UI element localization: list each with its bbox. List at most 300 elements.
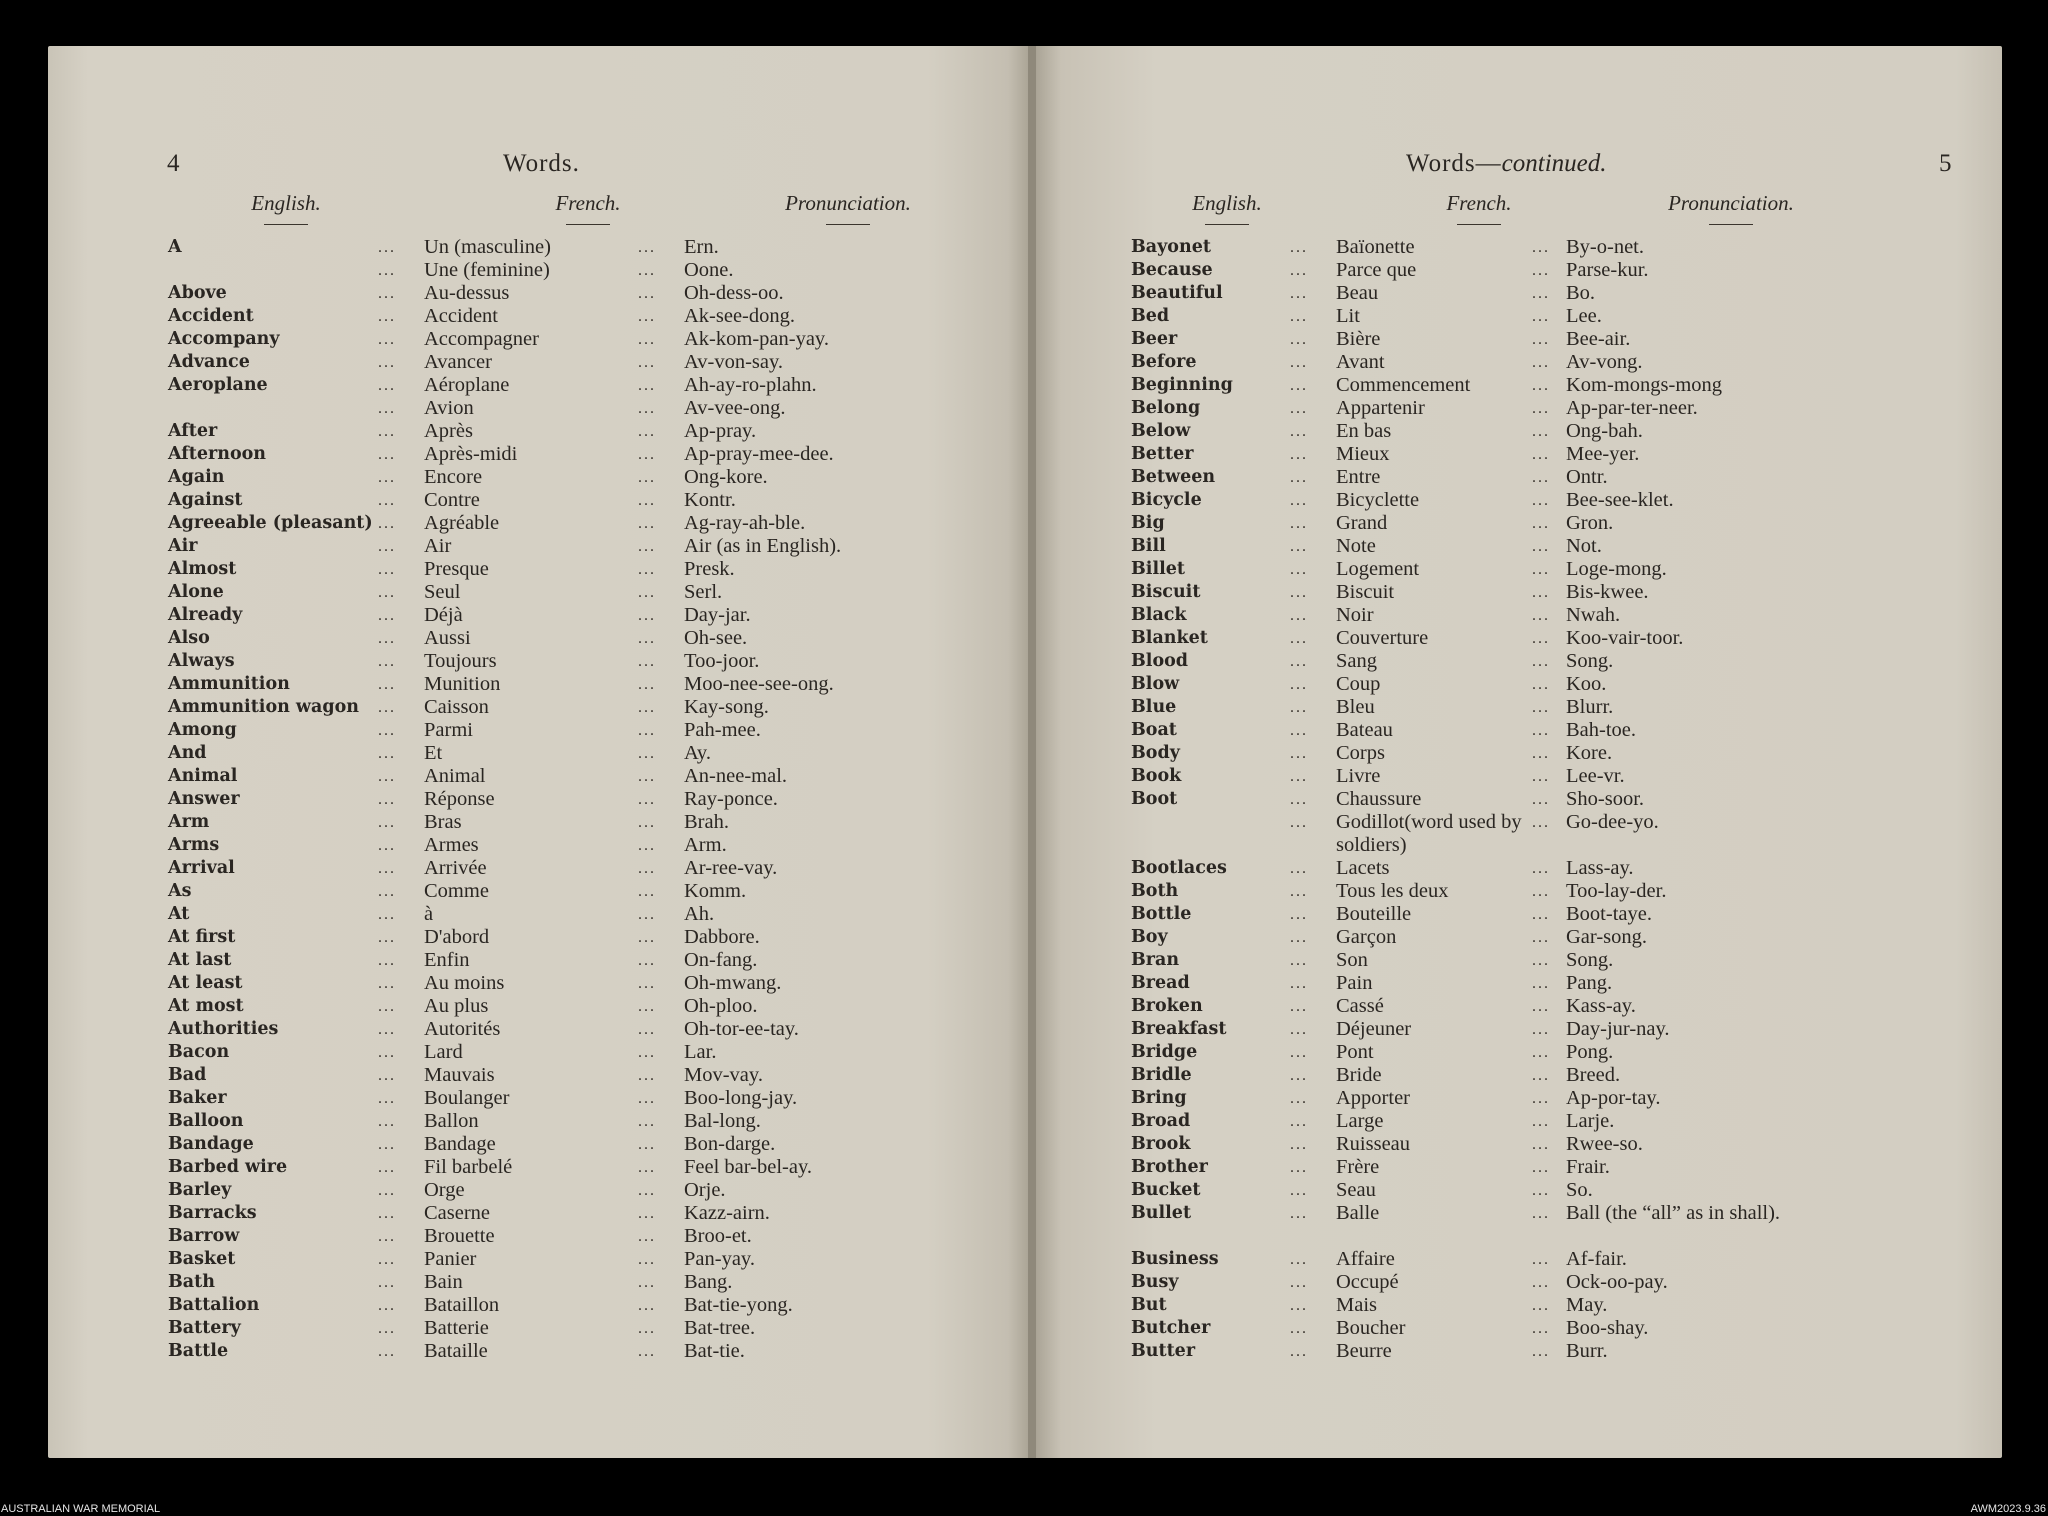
english-word: Bran xyxy=(1131,950,1180,970)
french-word: Seau xyxy=(1336,1179,1376,1201)
leader-dots: ... xyxy=(638,791,656,808)
leader-dots: ... xyxy=(638,676,656,693)
english-word: Also xyxy=(168,628,210,648)
vocabulary-row xyxy=(48,627,1031,650)
french-word: Lit xyxy=(1336,305,1360,327)
leader-dots: ... xyxy=(1290,1343,1308,1360)
french-word: Munition xyxy=(424,673,501,695)
pronunciation: Bee-air. xyxy=(1566,328,1631,350)
pronunciation: Kore. xyxy=(1566,742,1613,764)
leader-dots: ... xyxy=(638,515,656,532)
pronunciation: Kontr. xyxy=(684,489,736,511)
page-title-main: Words— xyxy=(1406,150,1502,177)
pronunciation: Larje. xyxy=(1566,1110,1615,1132)
leader-dots: ... xyxy=(378,561,396,578)
leader-dots: ... xyxy=(1532,1159,1550,1176)
pronunciation: Too-lay-der. xyxy=(1566,880,1667,902)
english-word: Blue xyxy=(1131,697,1177,717)
french-word: Comme xyxy=(424,880,489,902)
french-word: Occupé xyxy=(1336,1271,1399,1293)
french-word: Aéroplane xyxy=(424,374,510,396)
leader-dots: ... xyxy=(638,538,656,555)
pronunciation: Rwee-so. xyxy=(1566,1133,1643,1155)
leader-dots: ... xyxy=(1290,1113,1308,1130)
pronunciation: Ray-ponce. xyxy=(684,788,778,810)
leader-dots: ... xyxy=(378,929,396,946)
french-word: Bière xyxy=(1336,328,1381,350)
english-word: Boy xyxy=(1131,927,1168,947)
vocabulary-row xyxy=(48,1133,1031,1156)
english-word: Better xyxy=(1131,444,1194,464)
pronunciation: Brah. xyxy=(684,811,729,833)
leader-dots: ... xyxy=(1290,1136,1308,1153)
leader-dots: ... xyxy=(1532,1182,1550,1199)
french-word: Orge xyxy=(424,1179,465,1201)
leader-dots: ... xyxy=(1290,446,1308,463)
pronunciation: Bah-toe. xyxy=(1566,719,1637,741)
leader-dots: ... xyxy=(378,1021,396,1038)
english-word: Advance xyxy=(168,352,250,372)
leader-dots: ... xyxy=(1532,239,1550,256)
leader-dots: ... xyxy=(1532,515,1550,532)
pronunciation: Broo-et. xyxy=(684,1225,752,1247)
leader-dots: ... xyxy=(378,423,396,440)
pronunciation: Song. xyxy=(1566,650,1614,672)
french-word: Noir xyxy=(1336,604,1374,626)
english-word: Always xyxy=(168,651,235,671)
leader-dots: ... xyxy=(1290,768,1308,785)
pronunciation: Mov-vay. xyxy=(684,1064,763,1086)
english-word: Ammunition xyxy=(168,674,290,694)
leader-dots: ... xyxy=(378,1343,396,1360)
leader-dots: ... xyxy=(638,929,656,946)
english-word: Bayonet xyxy=(1131,237,1211,257)
page-title: Words. xyxy=(503,150,580,177)
vocabulary-row xyxy=(1036,282,2002,305)
vocabulary-row xyxy=(1036,1294,2002,1317)
french-word: Biscuit xyxy=(1336,581,1395,603)
pronunciation: Oh-ploo. xyxy=(684,995,758,1017)
french-word: Mauvais xyxy=(424,1064,495,1086)
english-word: Bullet xyxy=(1131,1203,1192,1223)
vocabulary-row xyxy=(1036,1064,2002,1087)
leader-dots: ... xyxy=(1290,1320,1308,1337)
french-word: Mieux xyxy=(1336,443,1390,465)
french-word: Bataille xyxy=(424,1340,488,1362)
french-word: Agréable xyxy=(424,512,500,534)
pronunciation: Ar-ree-vay. xyxy=(684,857,778,879)
leader-dots: ... xyxy=(1532,1297,1550,1314)
leader-dots: ... xyxy=(1532,1274,1550,1291)
english-word: Bottle xyxy=(1131,904,1192,924)
leader-dots: ... xyxy=(1290,814,1308,831)
english-word: Bridle xyxy=(1131,1065,1192,1085)
pronunciation: Av-vong. xyxy=(1566,351,1643,373)
vocabulary-row xyxy=(1036,811,2002,857)
french-word: Animal xyxy=(424,765,486,787)
french-word: En bas xyxy=(1336,420,1392,442)
vocabulary-row xyxy=(1036,305,2002,328)
leader-dots: ... xyxy=(378,538,396,555)
leader-dots: ... xyxy=(378,1067,396,1084)
vocabulary-row xyxy=(1036,397,2002,420)
pronunciation: Ong-bah. xyxy=(1566,420,1643,442)
vocabulary-row xyxy=(48,1064,1031,1087)
english-word: Bath xyxy=(168,1272,215,1292)
leader-dots: ... xyxy=(1290,952,1308,969)
vocabulary-row xyxy=(48,995,1031,1018)
pronunciation: Ern. xyxy=(684,236,719,258)
leader-dots: ... xyxy=(1290,1251,1308,1268)
vocabulary-row xyxy=(1036,1202,2002,1248)
english-word: Battery xyxy=(168,1318,241,1338)
pronunciation: Mee-yer. xyxy=(1566,443,1640,465)
leader-dots: ... xyxy=(638,975,656,992)
vocabulary-row xyxy=(1036,259,2002,282)
french-word: Beau xyxy=(1336,282,1379,304)
pronunciation: Lar. xyxy=(684,1041,717,1063)
leader-dots: ... xyxy=(378,446,396,463)
french-word: Avion xyxy=(424,397,474,419)
pronunciation: Koo-vair-toor. xyxy=(1566,627,1684,649)
leader-dots: ... xyxy=(378,1090,396,1107)
english-word: As xyxy=(168,881,192,901)
leader-dots: ... xyxy=(638,906,656,923)
leader-dots: ... xyxy=(638,1113,656,1130)
leader-dots: ... xyxy=(1532,377,1550,394)
leader-dots: ... xyxy=(638,653,656,670)
vocabulary-row xyxy=(1036,903,2002,926)
english-word: Big xyxy=(1131,513,1165,533)
leader-dots: ... xyxy=(638,423,656,440)
vocabulary-row xyxy=(48,512,1031,535)
english-word: A xyxy=(168,237,182,257)
vocabulary-row xyxy=(48,236,1031,259)
leader-dots: ... xyxy=(1290,998,1308,1015)
english-word: Biscuit xyxy=(1131,582,1201,602)
french-word: Godillot(word used by soldiers) xyxy=(1336,811,1522,856)
leader-dots: ... xyxy=(638,446,656,463)
leader-dots: ... xyxy=(378,400,396,417)
leader-dots: ... xyxy=(1290,285,1308,302)
leader-dots: ... xyxy=(638,1251,656,1268)
french-word: Panier xyxy=(424,1248,477,1270)
french-word: Presque xyxy=(424,558,489,580)
leader-dots: ... xyxy=(378,515,396,532)
vocabulary-row xyxy=(48,604,1031,627)
leader-dots: ... xyxy=(1532,469,1550,486)
leader-dots: ... xyxy=(1532,791,1550,808)
english-word: Bucket xyxy=(1131,1180,1201,1200)
vocabulary-row xyxy=(1036,604,2002,627)
english-word: At least xyxy=(168,973,243,993)
leader-dots: ... xyxy=(638,377,656,394)
english-word: Between xyxy=(1131,467,1216,487)
pronunciation: Av-von-say. xyxy=(684,351,784,373)
leader-dots: ... xyxy=(638,492,656,509)
leader-dots: ... xyxy=(638,331,656,348)
english-word: Beginning xyxy=(1131,375,1233,395)
pronunciation: Arm. xyxy=(684,834,727,856)
pronunciation: Oone. xyxy=(684,259,734,281)
vocabulary-row xyxy=(48,1179,1031,1202)
pronunciation: Pang. xyxy=(1566,972,1613,994)
french-word: Caserne xyxy=(424,1202,491,1224)
leader-dots: ... xyxy=(1290,883,1308,900)
vocabulary-row xyxy=(48,351,1031,374)
english-word: Afternoon xyxy=(168,444,267,464)
leader-dots: ... xyxy=(1532,331,1550,348)
french-word: Aussi xyxy=(424,627,471,649)
leader-dots: ... xyxy=(378,837,396,854)
leader-dots: ... xyxy=(1532,1320,1550,1337)
vocabulary-row xyxy=(1036,581,2002,604)
english-word: Bicycle xyxy=(1131,490,1202,510)
leader-dots: ... xyxy=(378,998,396,1015)
leader-dots: ... xyxy=(378,308,396,325)
leader-dots: ... xyxy=(1290,239,1308,256)
pronunciation: Ontr. xyxy=(1566,466,1608,488)
pronunciation: Feel bar-bel-ay. xyxy=(684,1156,813,1178)
leader-dots: ... xyxy=(638,860,656,877)
pronunciation: Kazz-airn. xyxy=(684,1202,770,1224)
vocabulary-row xyxy=(1036,696,2002,719)
french-word: Une (feminine) xyxy=(424,259,550,281)
leader-dots: ... xyxy=(378,354,396,371)
vocabulary-row xyxy=(48,535,1031,558)
vocabulary-row xyxy=(1036,949,2002,972)
pronunciation: Bat-tie-yong. xyxy=(684,1294,793,1316)
french-word: Commencement xyxy=(1336,374,1471,396)
vocabulary-row xyxy=(1036,1041,2002,1064)
column-header-french: French. xyxy=(528,191,648,225)
pronunciation: Lee. xyxy=(1566,305,1602,327)
vocabulary-row xyxy=(48,374,1031,397)
pronunciation: Boot-taye. xyxy=(1566,903,1652,925)
pronunciation: Ap-pray. xyxy=(684,420,757,442)
vocabulary-row xyxy=(48,1340,1031,1363)
vocabulary-row xyxy=(1036,489,2002,512)
pronunciation: Bat-tie. xyxy=(684,1340,745,1362)
pronunciation: Gron. xyxy=(1566,512,1614,534)
vocabulary-row xyxy=(1036,788,2002,811)
english-word: Barley xyxy=(168,1180,232,1200)
french-word: Brouette xyxy=(424,1225,495,1247)
leader-dots: ... xyxy=(1532,354,1550,371)
leader-dots: ... xyxy=(638,354,656,371)
page-title-suffix: continued. xyxy=(1501,150,1607,177)
leader-dots: ... xyxy=(378,745,396,762)
french-word: Lard xyxy=(424,1041,463,1063)
leader-dots: ... xyxy=(1532,1090,1550,1107)
vocabulary-row xyxy=(1036,466,2002,489)
leader-dots: ... xyxy=(1532,699,1550,716)
vocabulary-row xyxy=(1036,1340,2002,1363)
pronunciation: Boo-shay. xyxy=(1566,1317,1649,1339)
leader-dots: ... xyxy=(1290,607,1308,624)
pronunciation: Ball (the “all” as in shall). xyxy=(1566,1202,1781,1224)
french-word: Frère xyxy=(1336,1156,1380,1178)
leader-dots: ... xyxy=(1532,561,1550,578)
french-word: Parce que xyxy=(1336,259,1417,281)
open-booklet xyxy=(48,46,2002,1458)
leader-dots: ... xyxy=(638,814,656,831)
english-word: At most xyxy=(168,996,244,1016)
vocabulary-row xyxy=(48,1041,1031,1064)
french-word: Avant xyxy=(1336,351,1385,373)
column-header-pronunciation: Pronunciation. xyxy=(753,191,943,225)
english-word: Business xyxy=(1131,1249,1219,1269)
pronunciation: Oh-see. xyxy=(684,627,748,649)
vocabulary-row xyxy=(48,581,1031,604)
archive-credit: AUSTRALIAN WAR MEMORIAL xyxy=(1,1503,161,1515)
pronunciation: Sho-soor. xyxy=(1566,788,1645,810)
pronunciation: Ah. xyxy=(684,903,715,925)
pronunciation: Serl. xyxy=(684,581,723,603)
english-word: Bridge xyxy=(1131,1042,1198,1062)
leader-dots: ... xyxy=(1290,584,1308,601)
leader-dots: ... xyxy=(378,1228,396,1245)
vocabulary-row xyxy=(1036,443,2002,466)
right-page xyxy=(1036,46,2002,1458)
french-word: Corps xyxy=(1336,742,1385,764)
french-word: Lacets xyxy=(1336,857,1390,879)
leader-dots: ... xyxy=(378,1136,396,1153)
leader-dots: ... xyxy=(378,262,396,279)
leader-dots: ... xyxy=(1532,285,1550,302)
pronunciation: Gar-song. xyxy=(1566,926,1647,948)
leader-dots: ... xyxy=(378,492,396,509)
french-word: Bateau xyxy=(1336,719,1393,741)
pronunciation: Too-joor. xyxy=(684,650,760,672)
french-word: Bouteille xyxy=(1336,903,1412,925)
english-word: Breakfast xyxy=(1131,1019,1227,1039)
vocabulary-row xyxy=(1036,512,2002,535)
french-word: Appartenir xyxy=(1336,397,1425,419)
leader-dots: ... xyxy=(1290,1205,1308,1222)
french-word: Balle xyxy=(1336,1202,1380,1224)
leader-dots: ... xyxy=(1532,400,1550,417)
english-word: At first xyxy=(168,927,236,947)
french-word: Fil barbelé xyxy=(424,1156,513,1178)
english-word: Already xyxy=(168,605,243,625)
english-word: Bring xyxy=(1131,1088,1187,1108)
french-word: Sang xyxy=(1336,650,1377,672)
english-word: Before xyxy=(1131,352,1197,372)
leader-dots: ... xyxy=(638,1297,656,1314)
pronunciation: Bon-darge. xyxy=(684,1133,776,1155)
pronunciation: Dabbore. xyxy=(684,926,760,948)
english-word: Ammunition wagon xyxy=(168,697,359,717)
vocabulary-row xyxy=(48,926,1031,949)
french-word: Au moins xyxy=(424,972,505,994)
leader-dots: ... xyxy=(638,1044,656,1061)
leader-dots: ... xyxy=(378,906,396,923)
english-word: But xyxy=(1131,1295,1167,1315)
leader-dots: ... xyxy=(1290,860,1308,877)
column-header-pronunciation: Pronunciation. xyxy=(1636,191,1826,225)
english-word: Below xyxy=(1131,421,1191,441)
pronunciation: Loge-mong. xyxy=(1566,558,1667,580)
pronunciation: Af-fair. xyxy=(1566,1248,1627,1270)
french-word: Chaussure xyxy=(1336,788,1422,810)
leader-dots: ... xyxy=(1290,561,1308,578)
leader-dots: ... xyxy=(1532,584,1550,601)
leader-dots: ... xyxy=(378,1182,396,1199)
french-word: Boucher xyxy=(1336,1317,1406,1339)
pronunciation: On-fang. xyxy=(684,949,758,971)
leader-dots: ... xyxy=(638,308,656,325)
pronunciation: Pan-yay. xyxy=(684,1248,755,1270)
pronunciation: Breed. xyxy=(1566,1064,1621,1086)
vocabulary-row xyxy=(48,443,1031,466)
page-title xyxy=(1406,150,1607,178)
pronunciation: Bee-see-klet. xyxy=(1566,489,1674,511)
leader-dots: ... xyxy=(638,1343,656,1360)
pronunciation: Orje. xyxy=(684,1179,726,1201)
english-word: Busy xyxy=(1131,1272,1179,1292)
pronunciation: Ak-kom-pan-yay. xyxy=(684,328,829,350)
leader-dots: ... xyxy=(638,722,656,739)
leader-dots: ... xyxy=(638,630,656,647)
pronunciation: Bang. xyxy=(684,1271,733,1293)
french-word: Toujours xyxy=(424,650,497,672)
leader-dots: ... xyxy=(1290,1297,1308,1314)
french-word: Caisson xyxy=(424,696,489,718)
leader-dots: ... xyxy=(638,561,656,578)
leader-dots: ... xyxy=(1290,469,1308,486)
french-word: à xyxy=(424,903,434,925)
pronunciation: Go-dee-yo. xyxy=(1566,811,1659,833)
french-word: Après-midi xyxy=(424,443,518,465)
leader-dots: ... xyxy=(1532,1343,1550,1360)
leader-dots: ... xyxy=(378,814,396,831)
english-word: Battle xyxy=(168,1341,229,1361)
french-word: Contre xyxy=(424,489,480,511)
leader-dots: ... xyxy=(378,607,396,624)
leader-dots: ... xyxy=(378,239,396,256)
leader-dots: ... xyxy=(1290,653,1308,670)
leader-dots: ... xyxy=(378,952,396,969)
english-word: Baker xyxy=(168,1088,227,1108)
english-word: Animal xyxy=(168,766,238,786)
english-word: Agreeable (pleasant) xyxy=(168,513,373,533)
english-word: Blow xyxy=(1131,674,1180,694)
vocabulary-row xyxy=(48,972,1031,995)
leader-dots: ... xyxy=(378,331,396,348)
leader-dots: ... xyxy=(378,1274,396,1291)
leader-dots: ... xyxy=(1290,515,1308,532)
french-word: Au-dessus xyxy=(424,282,510,304)
leader-dots: ... xyxy=(378,699,396,716)
english-word: Air xyxy=(168,536,198,556)
vocabulary-row xyxy=(1036,535,2002,558)
vocabulary-row xyxy=(48,1110,1031,1133)
vocabulary-row xyxy=(1036,857,2002,880)
leader-dots: ... xyxy=(1290,423,1308,440)
leader-dots: ... xyxy=(638,768,656,785)
vocabulary-row xyxy=(48,719,1031,742)
pronunciation: So. xyxy=(1566,1179,1593,1201)
vocabulary-row xyxy=(48,742,1031,765)
french-word: Accident xyxy=(424,305,498,327)
pronunciation: Ay. xyxy=(684,742,711,764)
french-word: Batterie xyxy=(424,1317,489,1339)
english-word: Brother xyxy=(1131,1157,1208,1177)
french-word: Beurre xyxy=(1336,1340,1392,1362)
english-word: Broken xyxy=(1131,996,1203,1016)
french-word: Bataillon xyxy=(424,1294,500,1316)
